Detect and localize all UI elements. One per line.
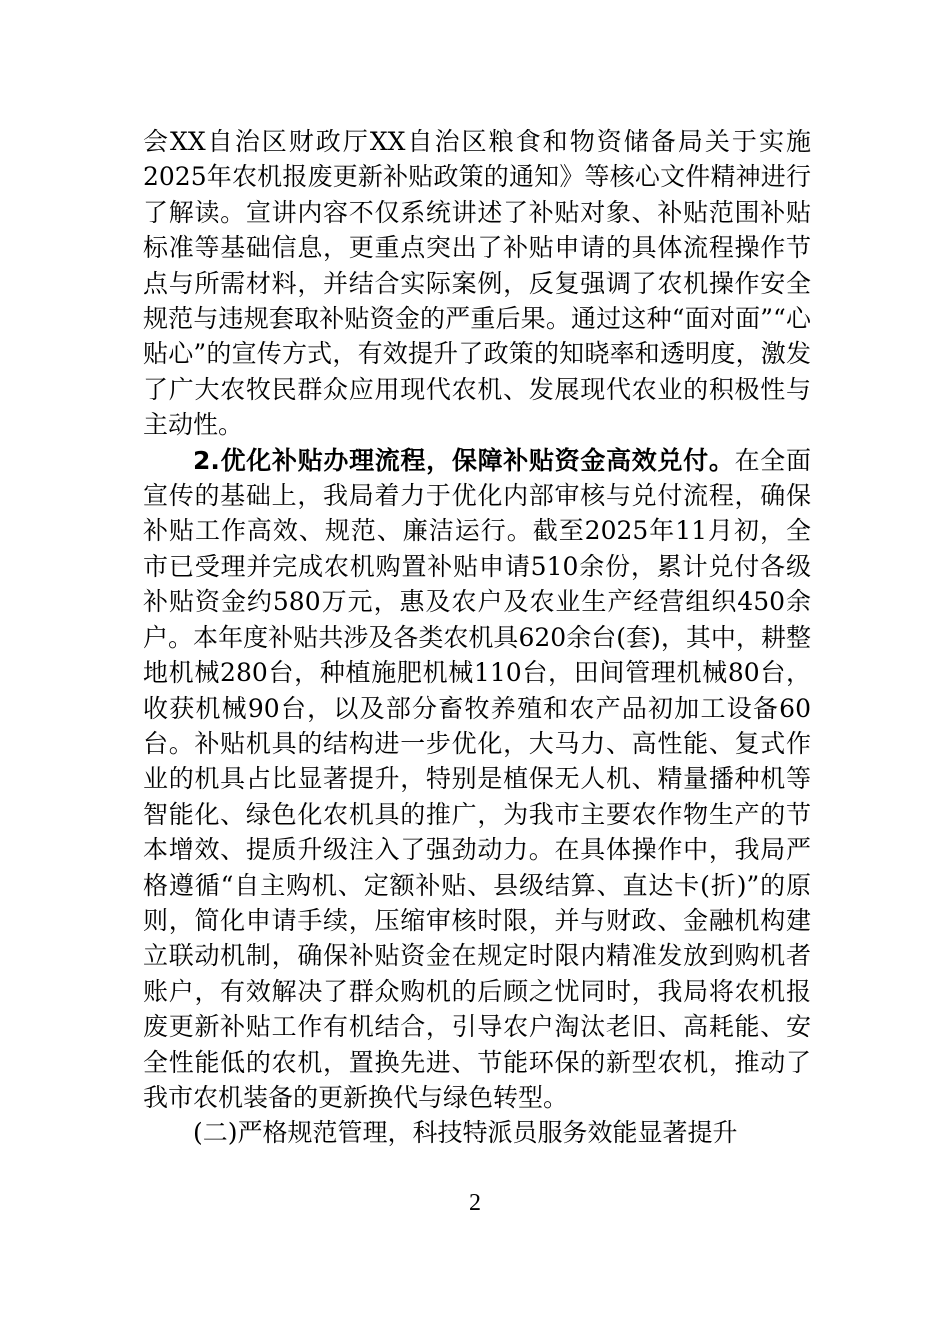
paragraph-subsection-2	[143, 443, 811, 1116]
document-body	[143, 124, 811, 1151]
paragraph-text: 会XX自治区财政厅XX自治区粮食和物资储备局关于实施2025年农机报废更新补贴政策的通知》等核心文件精神进行了解读。宣讲内容不仅系统讲述了补贴对象、补贴范围补贴标准等基础信息，更重点突出了补贴申请的具体流程操作节点与所需材料，并结合实际案例，反复强调了农机操作安全规范与违规套取补贴资金的严重后果。通过这种“面对面”“心贴心”的宣传方式，有效提升了政策的知晓率和透明度，激发了广大农牧民群众应用现代农机、发展现代农业的积极性与主动性。	[143, 127, 811, 440]
section-heading	[143, 1115, 811, 1150]
page-number: 2	[469, 1190, 481, 1216]
paragraph-continued	[143, 124, 811, 443]
subsection-heading: 2.优化补贴办理流程，保障补贴资金高效兑付。	[193, 445, 735, 475]
section-heading-text: (二)严格规范管理，科技特派员服务效能显著提升	[193, 1118, 738, 1148]
paragraph-text: 在全面宣传的基础上，我局着力于优化内部审核与兑付流程，确保补贴工作高效、规范、廉洁运行。截至2025年11月初，全市已受理并完成农机购置补贴申请510余份，累计兑付各级补贴资金约580万元，惠及农户及农业生产经营组织450余户。本年度补贴共涉及各类农机具620余台(套)，其中，耕整地机械280台，种植施肥机械110台，田间管理机械80台，收获机械90台，以及部分畜牧养殖和农产品初加工设备60台。补贴机具的结构进一步优化，大马力、高性能、复式作业的机具占比显著提升，特别是植保无人机、精量播种机等智能化、绿色化农机具的推广，为我市主要农作物生产的节本增效、提质升级注入了强劲动力。在具体操作中，我局严格遵循“自主购机、定额补贴、县级结算、直达卡(折)”的原则，简化申请手续，压缩审核时限，并与财政、金融机构建立联动机制，确保补贴资金在规定时限内精准发放到购机者账户，有效解决了群众购机的后顾之忧同时，我局将农机报废更新补贴工作有机结合，引导农户淘汰老旧、高耗能、安全性能低的农机，置换先进、节能环保的新型农机，推动了我市农机装备的更新换代与绿色转型。	[143, 445, 811, 1112]
